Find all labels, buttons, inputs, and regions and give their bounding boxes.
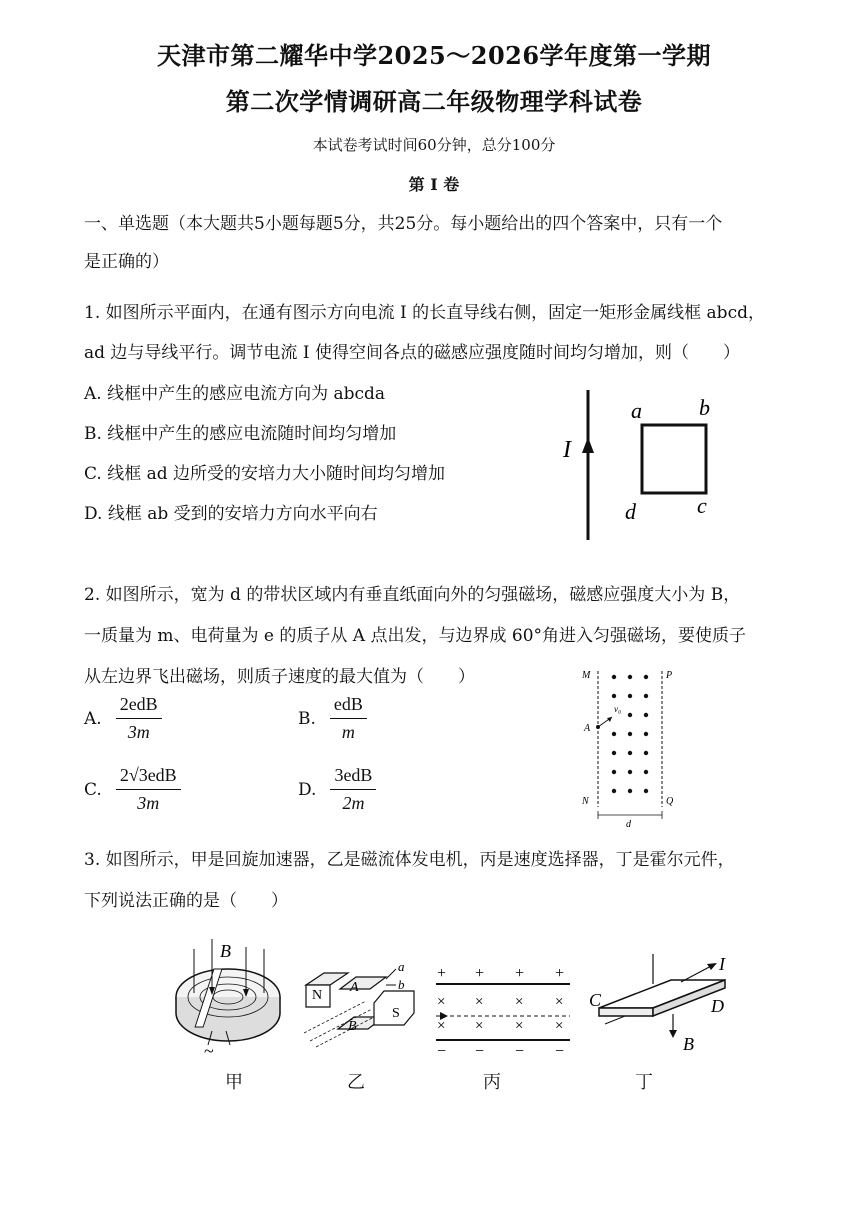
terminal-a-wire xyxy=(386,969,396,979)
plus-sign: + xyxy=(437,965,447,982)
field-cross: × xyxy=(515,1018,524,1034)
q2-option-c xyxy=(84,765,181,814)
field-dot xyxy=(644,751,648,755)
point-q-label: Q xyxy=(666,796,674,807)
caption-ding: 丁 xyxy=(635,1072,653,1093)
plus-sign: + xyxy=(475,965,485,982)
field-dot xyxy=(628,675,632,679)
q1-stem-line1: 1. 如图所示平面内，在通有图示方向电流 I 的长直导线右侧，固定一矩形金属线框 abcd， xyxy=(84,303,765,323)
q2-option-d xyxy=(298,765,376,814)
numerator: edB xyxy=(330,694,367,719)
field-dot xyxy=(612,770,616,774)
fig-ding-hall-element xyxy=(585,950,735,1055)
field-cross: × xyxy=(437,994,446,1010)
field-dot xyxy=(628,770,632,774)
field-dot xyxy=(644,732,648,736)
field-dot xyxy=(612,789,616,793)
terminal-a-label: a xyxy=(398,959,405,974)
field-into-page-crosses xyxy=(437,994,563,1034)
field-dot xyxy=(644,694,648,698)
q1-option-d: D. 线框 ab 受到的安培力方向水平向右 xyxy=(84,504,378,524)
negative-plate-charges xyxy=(437,1043,564,1058)
plus-sign: + xyxy=(555,965,565,982)
point-m-label: M xyxy=(582,670,591,681)
q1-option-a: A. 线框中产生的感应电流方向为 abcda xyxy=(84,384,386,404)
positive-plate-charges xyxy=(437,965,564,982)
option-label: B. xyxy=(298,708,316,729)
option-label: D. xyxy=(298,779,317,800)
point-a-label: A xyxy=(584,723,591,734)
width-d-label: d xyxy=(626,819,631,830)
q2-stem-line2: 一质量为 m、电荷量为 e 的质子从 A 点出发，与边界成 60°角进入匀强磁场，要使质子 xyxy=(84,626,747,646)
q3-stem-line2: 下列说法正确的是（ ） xyxy=(84,891,288,911)
caption-yi: 乙 xyxy=(347,1072,365,1093)
fig-yi-mhd-generator xyxy=(296,955,416,1050)
field-dot xyxy=(612,675,616,679)
magnet-n-top xyxy=(306,973,348,985)
field-b-label: B xyxy=(220,941,231,961)
field-dot xyxy=(644,675,648,679)
point-n-label: N xyxy=(582,796,589,807)
field-cross: × xyxy=(555,1018,564,1034)
field-dot xyxy=(612,751,616,755)
q2-stem-line1: 2. 如图所示，宽为 d 的带状区域内有垂直纸面向外的匀强磁场，磁感应强度大小为 B， xyxy=(84,585,741,605)
denominator: 3m xyxy=(137,793,160,813)
exam-title-line2: 第二次学情调研高二年级物理学科试卷 xyxy=(225,87,643,116)
plate-b-label: B xyxy=(348,1019,357,1034)
q1-option-b: B. 线框中产生的感应电流随时间均匀增加 xyxy=(84,424,397,444)
fig-bing-velocity-selector xyxy=(428,962,578,1058)
numerator: 2√3edB xyxy=(116,765,181,790)
q1-option-c: C. 线框 ad 边所受的安培力大小随时间均匀增加 xyxy=(84,464,446,484)
field-cross: × xyxy=(555,994,564,1010)
plate-a-label: A xyxy=(350,980,359,995)
q3-stem-line1: 3. 如图所示，甲是回旋加速器，乙是磁流体发电机，丙是速度选择器，丁是霍尔元件， xyxy=(84,850,735,870)
minus-sign: − xyxy=(515,1043,525,1058)
vertex-b-label: b xyxy=(699,395,710,420)
current-i-label: I xyxy=(719,954,725,974)
terminal-b-label: b xyxy=(398,977,405,992)
exam-info: 本试卷考试时间60分钟，总分100分 xyxy=(312,136,556,154)
numerator: 2edB xyxy=(116,694,162,719)
field-cross: × xyxy=(475,994,484,1010)
minus-sign: − xyxy=(437,1043,447,1058)
q1-stem-line2: ad 边与导线平行。调节电流 I 使得空间各点的磁感应强度随时间均匀增加，则（ ） xyxy=(84,343,740,363)
field-dot xyxy=(644,770,648,774)
vertex-a-label: a xyxy=(631,398,642,423)
field-dot xyxy=(628,694,632,698)
section-intro-line1: 一、单选题（本大题共5小题每题5分，共25分。每小题给出的四个答案中，只有一个 xyxy=(84,214,723,234)
q2-stem-line3: 从左边界飞出磁场，则质子速度的最大值为（ ） xyxy=(84,667,475,687)
field-dot xyxy=(612,694,616,698)
current-label: I xyxy=(563,437,571,463)
magnet-n-label: N xyxy=(312,988,323,1003)
rectangular-loop xyxy=(642,425,706,493)
field-cross: × xyxy=(475,1018,484,1034)
q2-option-b xyxy=(298,694,367,743)
field-cross: × xyxy=(515,994,524,1010)
volume-label: 第 I 卷 xyxy=(408,175,460,194)
fig-jia-cyclotron xyxy=(168,935,293,1060)
field-dot xyxy=(628,732,632,736)
plate-front-face xyxy=(599,1008,653,1016)
field-out-of-page-dots xyxy=(612,675,648,793)
denominator: 3m xyxy=(127,722,150,742)
ac-source-icon: ~ xyxy=(204,1041,214,1060)
q2-figure-magnetic-strip xyxy=(578,665,683,835)
exam-title-line1: 天津市第二耀华中学2025～2026学年度第一学期 xyxy=(156,41,712,70)
field-dot xyxy=(628,789,632,793)
q2-option-a xyxy=(84,694,162,743)
face-c-label: C xyxy=(589,990,602,1010)
vertex-c-label: c xyxy=(697,493,707,518)
current-arrow-icon xyxy=(707,963,717,970)
field-dot xyxy=(644,713,648,717)
current-arrow-icon xyxy=(582,437,594,453)
section-intro-line2: 是正确的） xyxy=(84,252,169,272)
plate-a xyxy=(340,977,386,989)
option-fraction xyxy=(116,765,181,814)
option-fraction xyxy=(330,694,367,743)
field-dot xyxy=(612,732,616,736)
field-dot xyxy=(628,751,632,755)
q1-figure-wire-and-loop xyxy=(555,385,735,545)
vertex-d-label: d xyxy=(625,499,636,524)
field-b-label: B xyxy=(683,1034,694,1054)
caption-jia: 甲 xyxy=(225,1072,243,1093)
option-label: A. xyxy=(84,708,102,729)
minus-sign: − xyxy=(475,1043,485,1058)
face-d-label: D xyxy=(711,996,724,1016)
option-label: C. xyxy=(84,779,102,800)
point-p-label: P xyxy=(666,670,673,681)
field-dot xyxy=(628,713,632,717)
field-arrow-icon xyxy=(669,1030,677,1038)
dee-side xyxy=(176,997,280,1041)
field-cross: × xyxy=(437,1018,446,1034)
option-fraction xyxy=(330,765,376,814)
entry-pointer xyxy=(605,1016,625,1024)
minus-sign: − xyxy=(555,1043,565,1058)
caption-bing: 丙 xyxy=(483,1072,501,1093)
magnet-s-label: S xyxy=(392,1006,400,1021)
denominator: 2m xyxy=(342,793,365,813)
velocity-label: v₀ xyxy=(614,704,622,714)
plus-sign: + xyxy=(515,965,525,982)
denominator: m xyxy=(341,722,355,742)
option-fraction xyxy=(116,694,162,743)
numerator: 3edB xyxy=(330,765,376,790)
field-dot xyxy=(644,789,648,793)
